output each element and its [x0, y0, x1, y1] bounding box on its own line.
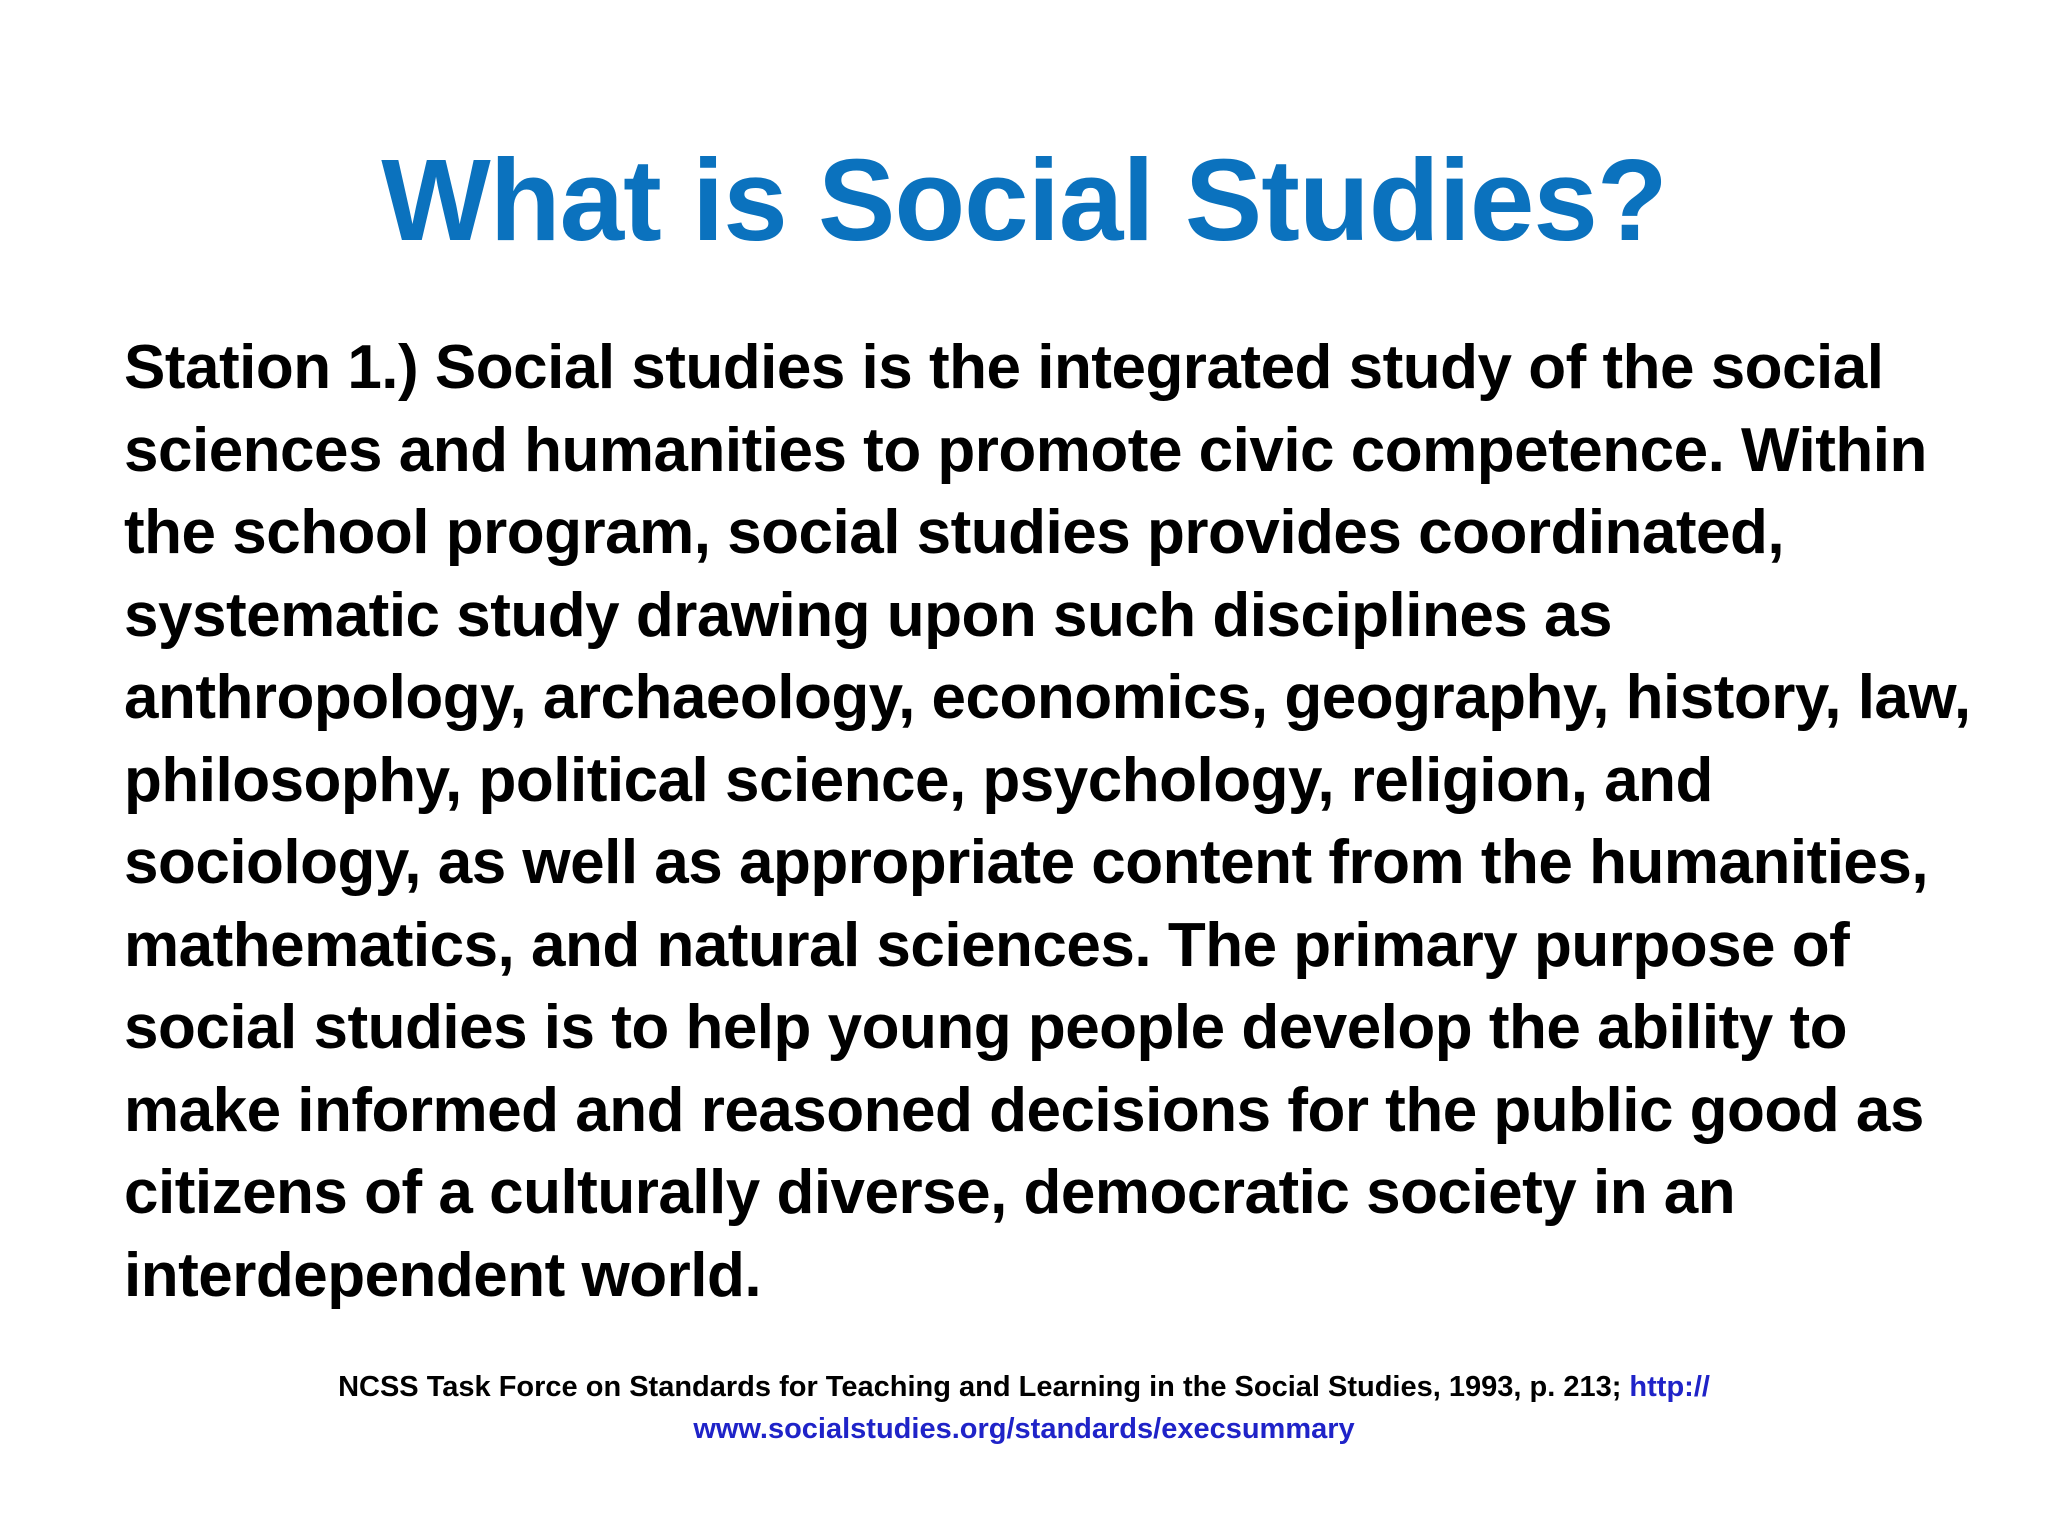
- citation-link-url[interactable]: www.socialstudies.org/standards/execsummary: [693, 1413, 1355, 1445]
- body-line: philosophy, political science, psychology, religion, and: [124, 745, 1713, 815]
- slide-title: What is Social Studies?: [381, 135, 1667, 265]
- body-line: Station 1.) Social studies is the integrated study of the social: [124, 333, 1884, 402]
- citation: [0, 1366, 2048, 1450]
- body-line: sciences and humanities to promote civic competence. Within: [124, 415, 1927, 485]
- body-line: the school program, social studies provides coordinated,: [124, 498, 1785, 567]
- slide-body: [124, 327, 1984, 1317]
- citation-line-1: [0, 1366, 2048, 1408]
- body-line: citizens of a culturally diverse, democratic society in an: [124, 1158, 1736, 1227]
- body-line: interdependent world.: [124, 1240, 762, 1310]
- body-line: make informed and reasoned decisions for the public good as: [124, 1075, 1924, 1145]
- citation-line-2: [0, 1408, 2048, 1450]
- body-line: social studies is to help young people develop the ability to: [124, 993, 1847, 1062]
- body-line: anthropology, archaeology, economics, geography, history, law,: [124, 663, 1971, 732]
- body-line: systematic study drawing upon such disciplines as: [124, 580, 1613, 650]
- body-line: mathematics, and natural sciences. The primary purpose of: [124, 910, 1850, 980]
- body-line: sociology, as well as appropriate content from the humanities,: [124, 828, 1929, 897]
- citation-text: NCSS Task Force on Standards for Teaching and Learning in the Social Studies, 1993, p. 213;: [338, 1371, 1630, 1403]
- citation-link-start[interactable]: http://: [1629, 1371, 1710, 1403]
